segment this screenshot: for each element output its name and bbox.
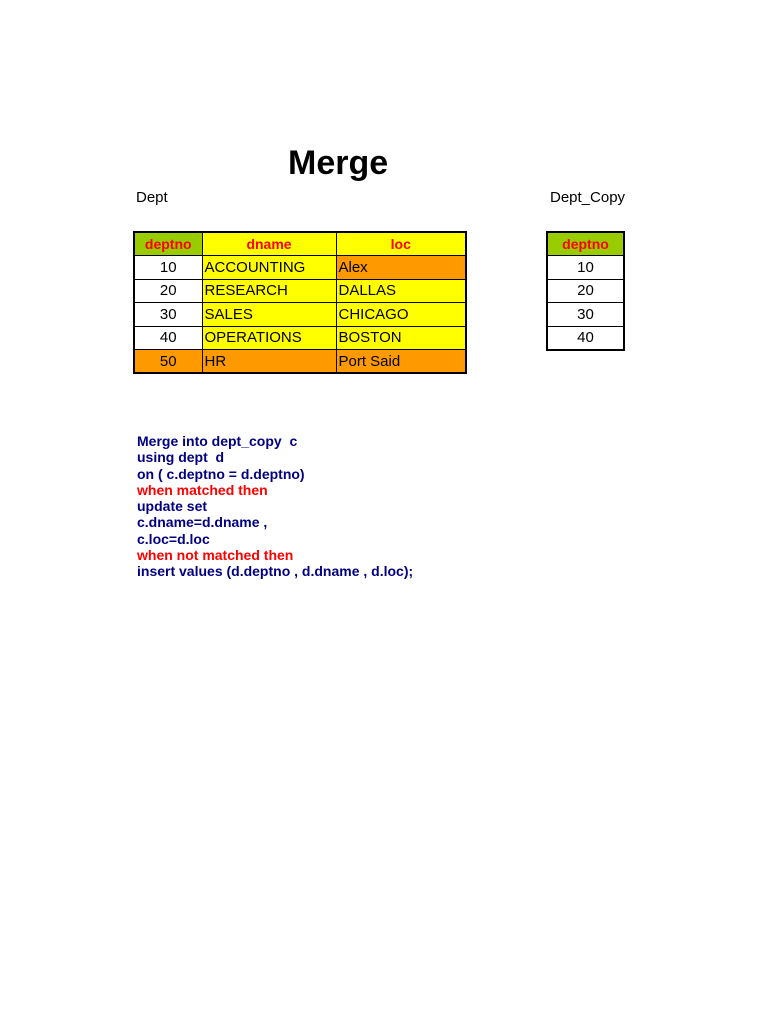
table-row	[547, 279, 624, 303]
sql-line: Merge into dept_copy c	[137, 433, 298, 449]
table-header-row	[134, 232, 466, 256]
sql-line: using dept d	[137, 449, 225, 466]
page-title: Merge	[288, 144, 389, 182]
cell-deptno: 30	[547, 303, 624, 327]
cell-loc: Port Said	[336, 350, 466, 374]
cell-dname: RESEARCH	[202, 279, 336, 303]
cell-dname: SALES	[202, 303, 336, 327]
cell-loc: CHICAGO	[336, 303, 466, 327]
cell-loc: Alex	[336, 256, 466, 280]
cell-deptno: 50	[134, 350, 202, 374]
sql-line: when not matched then	[137, 547, 294, 564]
sql-code-block	[137, 433, 413, 580]
table-row	[134, 303, 466, 327]
cell-dname: HR	[202, 350, 336, 374]
sql-line: update set	[137, 498, 208, 515]
table-header-row	[547, 232, 624, 256]
cell-loc: BOSTON	[336, 326, 466, 350]
cell-dname: ACCOUNTING	[202, 256, 336, 280]
cell-deptno: 30	[134, 303, 202, 327]
dept-copy-table	[546, 231, 625, 351]
cell-deptno: 40	[547, 326, 624, 350]
sql-line: insert values (d.deptno , d.dname , d.loc);	[137, 563, 414, 580]
cell-deptno: 10	[547, 256, 624, 280]
sql-line: c.loc=d.loc	[137, 530, 210, 547]
sql-line: c.dname=d.dname ,	[137, 514, 268, 531]
table-row	[134, 326, 466, 350]
header-loc: loc	[336, 232, 466, 256]
cell-deptno: 20	[134, 279, 202, 303]
header-deptno: deptno	[547, 232, 624, 256]
table-row	[134, 350, 466, 374]
table-row	[134, 279, 466, 303]
dept-label: Dept	[136, 189, 168, 206]
header-dname: dname	[202, 232, 336, 256]
cell-deptno: 10	[134, 256, 202, 280]
sql-line: on ( c.deptno = d.deptno)	[137, 465, 305, 482]
cell-deptno: 20	[547, 279, 624, 303]
dept-table	[133, 231, 467, 374]
sql-line: when matched then	[137, 481, 268, 498]
table-row	[547, 326, 624, 350]
table-row	[547, 256, 624, 280]
dept-copy-label: Dept_Copy	[550, 189, 625, 206]
header-deptno: deptno	[134, 232, 202, 256]
cell-deptno: 40	[134, 326, 202, 350]
cell-dname: OPERATIONS	[202, 326, 336, 350]
table-row	[134, 256, 466, 280]
table-row	[547, 303, 624, 327]
cell-loc: DALLAS	[336, 279, 466, 303]
